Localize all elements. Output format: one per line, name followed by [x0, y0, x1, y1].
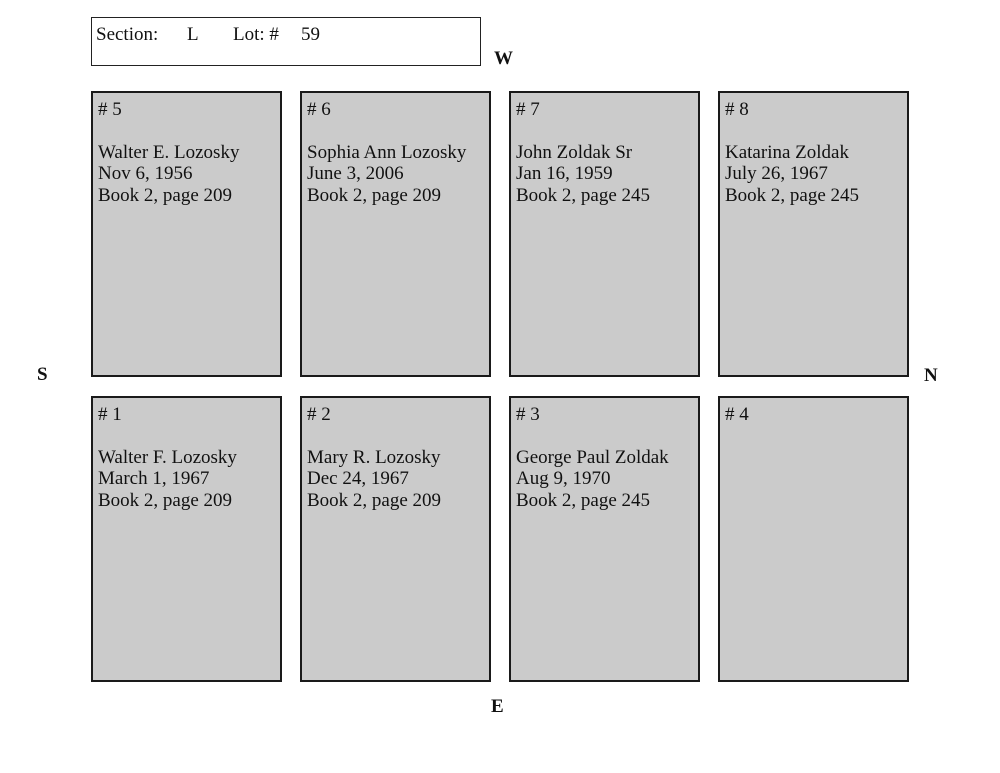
- plot-number: # 6: [307, 99, 331, 120]
- plot-5: [91, 91, 282, 377]
- plot-6: [300, 91, 491, 377]
- plot-date: July 26, 1967: [725, 163, 828, 184]
- plot-number: # 7: [516, 99, 540, 120]
- plot-book: Book 2, page 245: [725, 184, 860, 206]
- compass-east: E: [491, 696, 504, 717]
- plot-number: # 5: [98, 99, 122, 120]
- plot-name: Walter F. Lozosky: [98, 446, 237, 468]
- plot-name: John Zoldak Sr: [516, 141, 633, 163]
- plot-name: Walter E. Lozosky: [98, 141, 240, 163]
- plot-book: Book 2, page 209: [307, 184, 442, 206]
- compass-south: S: [37, 364, 48, 385]
- plot-name: Mary R. Lozosky: [307, 446, 441, 468]
- plot-number: # 8: [725, 99, 749, 120]
- plot-number: # 1: [98, 404, 122, 425]
- plot-book: Book 2, page 245: [516, 184, 651, 206]
- section-lot-header: [91, 17, 481, 66]
- plot-8: [718, 91, 909, 377]
- plot-book: Book 2, page 209: [98, 489, 233, 511]
- plot-date: Aug 9, 1970: [516, 468, 611, 489]
- plot-date: Dec 24, 1967: [307, 468, 409, 489]
- plot-date: June 3, 2006: [307, 163, 404, 184]
- plot-book: Book 2, page 209: [307, 489, 442, 511]
- plot-date: March 1, 1967: [98, 468, 210, 489]
- lot-label: Lot: #: [233, 24, 279, 45]
- plot-name: Katarina Zoldak: [725, 141, 849, 163]
- plot-book: Book 2, page 245: [516, 489, 651, 511]
- plot-number: # 3: [516, 404, 540, 425]
- plot-3: [509, 396, 700, 682]
- plot-2: [300, 396, 491, 682]
- plot-date: Nov 6, 1956: [98, 163, 193, 184]
- plot-number: # 4: [725, 404, 749, 425]
- section-value: L: [187, 24, 199, 45]
- plot-date: Jan 16, 1959: [516, 163, 613, 184]
- lot-value: 59: [301, 24, 320, 45]
- plot-1: [91, 396, 282, 682]
- section-label: Section:: [96, 24, 159, 45]
- plot-7: [509, 91, 700, 377]
- plot-name: George Paul Zoldak: [516, 446, 669, 468]
- plot-4: [718, 396, 909, 682]
- compass-west: W: [494, 48, 513, 69]
- plot-name: Sophia Ann Lozosky: [307, 141, 467, 163]
- plot-number: # 2: [307, 404, 331, 425]
- compass-north: N: [924, 365, 938, 386]
- plot-book: Book 2, page 209: [98, 184, 233, 206]
